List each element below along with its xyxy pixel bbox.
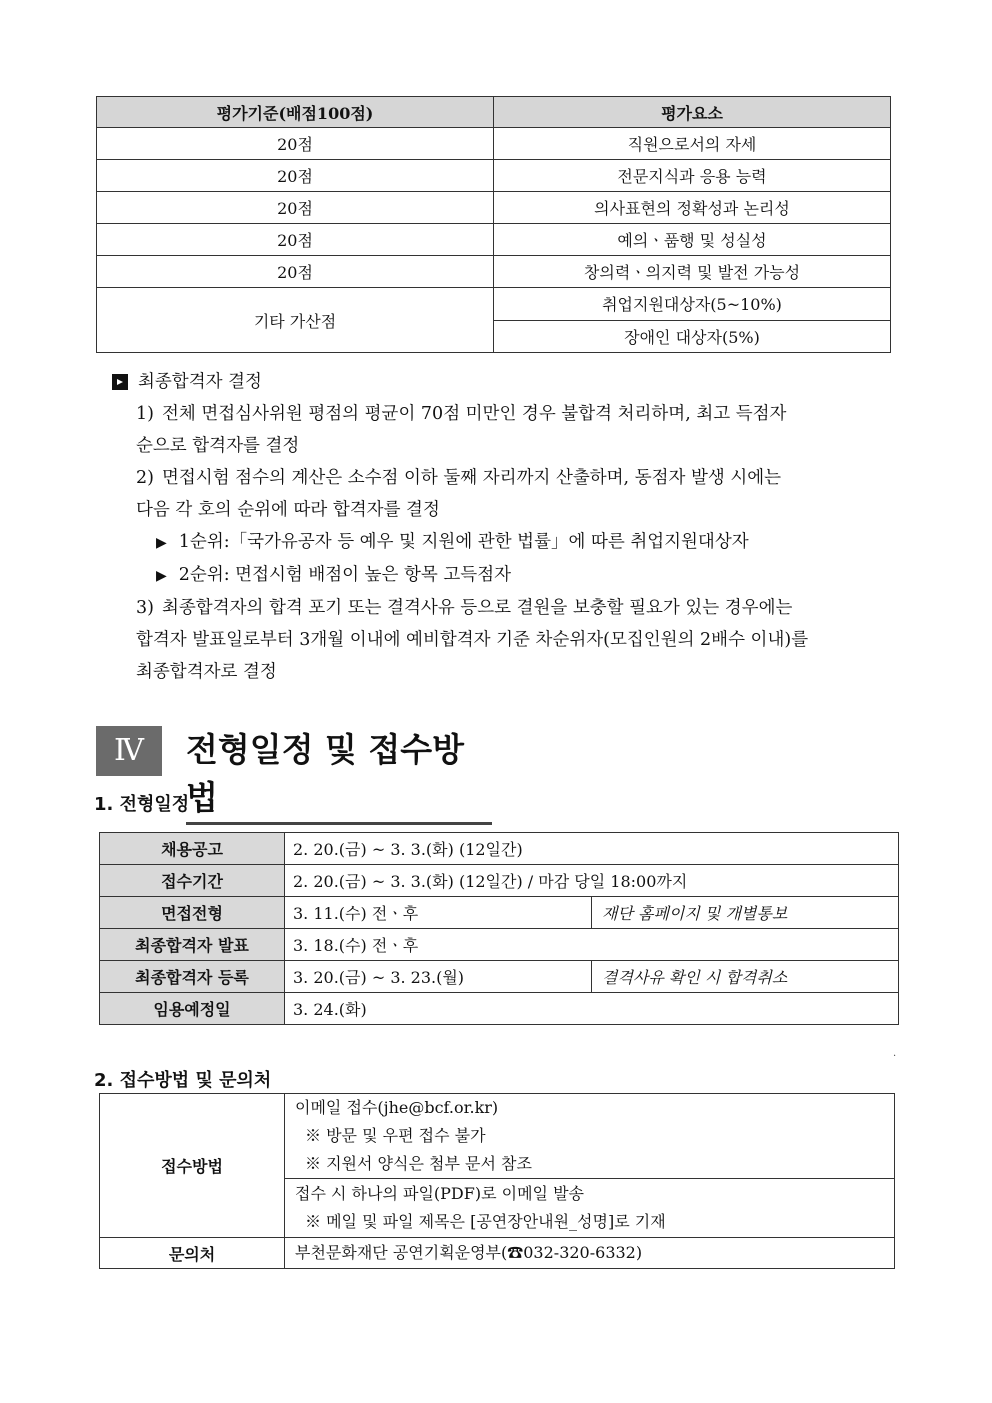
item-number: 3) — [136, 598, 154, 618]
schedule-value: 2. 20.(금) ~ 3. 3.(화) (12일간) / 마감 당일 18:00까지 — [285, 865, 899, 897]
schedule-label: 채용공고 — [100, 833, 285, 865]
application-table — [99, 1093, 895, 1269]
apply-line: 접수 시 하나의 파일(PDF)로 이메일 발송 — [295, 1184, 584, 1203]
sub-item-text: 1순위:「국가유공자 등 예우 및 지원에 관한 법률」에 따른 취업지원대상자 — [178, 532, 749, 552]
table-row — [100, 865, 899, 897]
bonus-item: 취업지원대상자(5~10%) — [494, 288, 891, 321]
apply-note: ※ 방문 및 우편 접수 불가 — [305, 1126, 486, 1145]
schedule-label: 면접전형 — [100, 897, 285, 929]
list-item-continuation: 순으로 합격자를 결정 — [136, 436, 300, 456]
apply-block — [285, 1094, 895, 1179]
schedule-value: 3. 18.(수) 전ㆍ후 — [285, 929, 899, 961]
table-row — [100, 929, 899, 961]
schedule-table — [99, 832, 899, 1025]
score-cell: 20점 — [97, 160, 494, 192]
list-item — [112, 462, 912, 494]
table-row — [97, 224, 891, 256]
apply-line: 이메일 접수(jhe@bcf.or.kr) — [295, 1098, 499, 1117]
score-cell: 20점 — [97, 224, 494, 256]
column-header: 평가기준(배점100점) — [97, 97, 494, 128]
item-number: 2) — [136, 468, 154, 488]
contact-value: 부천문화재단 공연기획운영부(☎032-320-6332) — [285, 1238, 895, 1269]
list-item-continuation: 다음 각 호의 순위에 따라 합격자를 결정 — [136, 500, 440, 520]
list-item — [112, 592, 912, 624]
score-cell: 20점 — [97, 256, 494, 288]
list-item-continuation: 합격자 발표일로부터 3개월 이내에 예비합격자 기준 차순위자(모집인원의 2배수 이내)를 — [136, 630, 809, 650]
table-row — [100, 833, 899, 865]
schedule-value: 3. 11.(수) 전ㆍ후 — [285, 897, 592, 929]
item-cell: 전문지식과 응용 능력 — [494, 160, 891, 192]
item-cell: 의사표현의 정확성과 논리성 — [494, 192, 891, 224]
table-row — [97, 192, 891, 224]
section-title: 전형일정 및 접수방법 — [186, 726, 492, 825]
column-header: 평가요소 — [494, 97, 891, 128]
schedule-value: 3. 24.(화) — [285, 993, 899, 1025]
schedule-label: 최종합격자 발표 — [100, 929, 285, 961]
final-decision-section — [112, 366, 912, 688]
sub-item — [112, 526, 912, 559]
score-cell: 20점 — [97, 128, 494, 160]
subsection-title: 1. 전형일정 — [94, 794, 190, 815]
apply-note: ※ 메일 및 파일 제목은 [공연장안내원_성명]로 기재 — [305, 1212, 666, 1231]
table-row — [100, 993, 899, 1025]
triangle-bullet-icon: ▶ — [156, 568, 167, 584]
contact-label: 문의처 — [100, 1238, 285, 1269]
stray-dot: . — [893, 1048, 897, 1059]
arrow-box-icon — [112, 374, 128, 390]
final-heading — [112, 366, 912, 398]
table-row — [100, 1238, 895, 1269]
table-row — [100, 1094, 895, 1179]
list-item-continuation: 최종합격자로 결정 — [136, 662, 277, 682]
list-item — [112, 398, 912, 430]
item-cell: 직원으로서의 자세 — [494, 128, 891, 160]
apply-note: ※ 지원서 양식은 첨부 문서 참조 — [305, 1154, 532, 1173]
sub-item-text: 2순위: 면접시험 배점이 높은 항목 고득점자 — [178, 565, 512, 585]
evaluation-table — [96, 96, 891, 353]
item-number: 1) — [136, 404, 154, 424]
schedule-label: 최종합격자 등록 — [100, 961, 285, 993]
table-row — [97, 256, 891, 288]
schedule-label: 접수기간 — [100, 865, 285, 897]
sub-item — [112, 559, 912, 592]
table-header-row — [97, 97, 891, 128]
item-cell: 창의력ㆍ의지력 및 발전 가능성 — [494, 256, 891, 288]
table-row — [100, 897, 899, 929]
table-row — [97, 160, 891, 192]
schedule-note: 재단 홈페이지 및 개별통보 — [592, 897, 899, 929]
bonus-item: 장애인 대상자(5%) — [494, 320, 891, 353]
section-number-badge: Ⅳ — [96, 726, 162, 776]
final-heading-text: 최종합격자 결정 — [138, 372, 262, 392]
schedule-value: 2. 20.(금) ~ 3. 3.(화) (12일간) — [285, 833, 899, 865]
schedule-label: 임용예정일 — [100, 993, 285, 1025]
schedule-note: 결격사유 확인 시 합격취소 — [592, 961, 899, 993]
table-row — [97, 128, 891, 160]
score-cell: 20점 — [97, 192, 494, 224]
triangle-bullet-icon: ▶ — [156, 535, 167, 551]
table-row — [100, 961, 899, 993]
schedule-value: 3. 20.(금) ~ 3. 23.(월) — [285, 961, 592, 993]
item-text: 면접시험 점수의 계산은 소수점 이하 둘째 자리까지 산출하며, 동점자 발생 시에는 — [162, 468, 782, 488]
subsection-title: 2. 접수방법 및 문의처 — [94, 1070, 272, 1091]
table-row — [97, 288, 891, 321]
item-text: 최종합격자의 합격 포기 또는 결격사유 등으로 결원을 보충할 필요가 있는 경우에는 — [162, 598, 793, 618]
item-text: 전체 면접심사위원 평점의 평균이 70점 미만인 경우 불합격 처리하며, 최고 득점자 — [162, 404, 787, 424]
bonus-label: 기타 가산점 — [97, 288, 494, 353]
item-cell: 예의ㆍ품행 및 성실성 — [494, 224, 891, 256]
apply-label: 접수방법 — [100, 1094, 285, 1238]
apply-block — [285, 1179, 895, 1238]
